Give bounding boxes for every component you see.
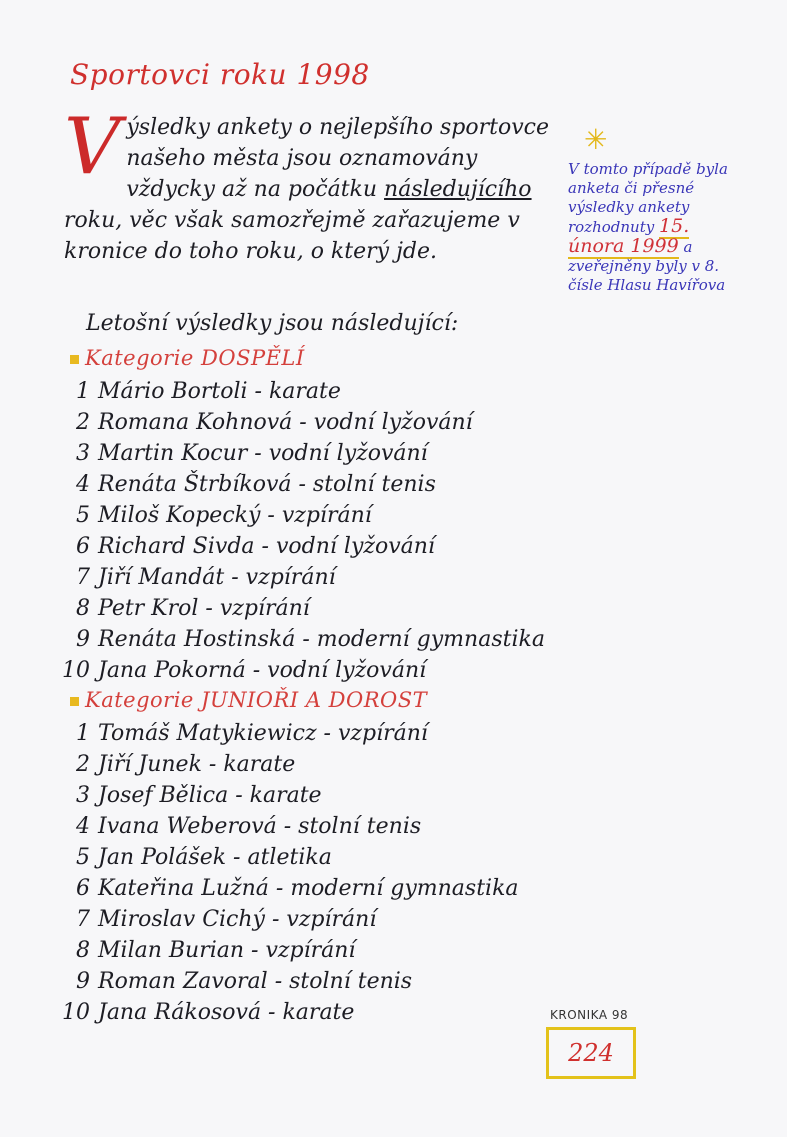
athlete-entry: Josef Bělica - karate [98, 783, 322, 808]
list-item [58, 811, 519, 842]
rank-number: 6 [76, 876, 90, 901]
page-number: 224 [568, 1039, 614, 1067]
square-bullet-icon [70, 355, 79, 364]
list-item [58, 966, 519, 997]
list-item [58, 376, 545, 407]
intro-paragraph [64, 102, 554, 267]
athlete-entry: Romana Kohnová - vodní lyžování [98, 410, 473, 435]
category-juniors-heading [70, 688, 427, 712]
athlete-entry: Ivana Weberová - stolní tenis [98, 814, 422, 839]
note-text-before: V tomto případě byla anketa či přesné výsledky ankety rozhodnuty [568, 160, 728, 236]
athlete-entry: Miloš Kopecký - vzpírání [98, 503, 372, 528]
list-item [58, 749, 519, 780]
athlete-entry: Tomáš Matykiewicz - vzpírání [98, 721, 428, 746]
rank-number: 2 [76, 752, 90, 777]
list-item [58, 718, 519, 749]
rank-number: 10 [62, 1000, 90, 1025]
athlete-entry: Jana Pokorná - vodní lyžování [98, 658, 427, 683]
list-item [58, 935, 519, 966]
note-date: 15. února 1999 [568, 215, 690, 257]
athlete-entry: Richard Sivda - vodní lyžování [98, 534, 435, 559]
rank-number: 4 [76, 814, 90, 839]
athlete-entry: Jana Rákosová - karate [98, 1000, 355, 1025]
athlete-entry: Roman Zavoral - stolní tenis [98, 969, 413, 994]
adults-ranking-list [58, 376, 545, 686]
list-item [58, 531, 545, 562]
rank-number: 1 [76, 379, 90, 404]
list-item [58, 500, 545, 531]
list-item [58, 842, 519, 873]
list-item [58, 780, 519, 811]
athlete-entry: Kateřina Lužná - moderní gymnastika [98, 876, 519, 901]
rank-number: 5 [76, 845, 90, 870]
page-number-box [546, 1027, 636, 1079]
athlete-entry: Renáta Štrbíková - stolní tenis [98, 472, 436, 497]
margin-note [568, 123, 743, 295]
athlete-entry: Renáta Hostinská - moderní gymnastika [98, 627, 545, 652]
chronicle-label: KRONIKA 98 [550, 1008, 629, 1022]
intro-underlined-word: následujícího [384, 177, 532, 202]
juniors-ranking-list [58, 718, 519, 1028]
dropcap-letter: V [64, 102, 121, 192]
rank-number: 7 [76, 565, 90, 590]
rank-number: 10 [62, 658, 90, 683]
list-item [58, 997, 519, 1028]
square-bullet-icon [70, 697, 79, 706]
rank-number: 3 [76, 441, 90, 466]
athlete-entry: Martin Kocur - vodní lyžování [98, 441, 428, 466]
list-item [58, 469, 545, 500]
rank-number: 1 [76, 721, 90, 746]
list-item [58, 438, 545, 469]
rank-number: 8 [76, 938, 90, 963]
list-item [58, 873, 519, 904]
athlete-entry: Milan Burian - vzpírání [98, 938, 356, 963]
rank-number: 2 [76, 410, 90, 435]
rank-number: 9 [76, 627, 90, 652]
athlete-entry: Jiří Mandát - vzpírání [98, 565, 336, 590]
rank-number: 4 [76, 472, 90, 497]
list-item [58, 904, 519, 935]
list-item [58, 562, 545, 593]
note-text-after: a zveřejněny byly v 8. čísle Hlasu Havířova [568, 238, 726, 294]
athlete-entry: Miroslav Cichý - vzpírání [98, 907, 377, 932]
intro-results-line: Letošní výsledky jsou následující: [86, 311, 459, 336]
asterisk-icon: ✳ [584, 123, 608, 156]
athlete-entry: Jiří Junek - karate [98, 752, 296, 777]
rank-number: 6 [76, 534, 90, 559]
athlete-entry: Mário Bortoli - karate [98, 379, 341, 404]
athlete-entry: Jan Polášek - atletika [98, 845, 332, 870]
category-adults-heading [70, 346, 305, 370]
rank-number: 3 [76, 783, 90, 808]
intro-text-after: roku, věc však samozřejmě zařazujeme v kronice do toho roku, o který jde. [64, 208, 520, 264]
rank-number: 8 [76, 596, 90, 621]
page-title: Sportovci roku 1998 [70, 58, 370, 91]
rank-number: 5 [76, 503, 90, 528]
list-item [58, 407, 545, 438]
rank-number: 7 [76, 907, 90, 932]
athlete-entry: Petr Krol - vzpírání [98, 596, 310, 621]
list-item [58, 624, 545, 655]
category-juniors-label: Kategorie JUNIOŘI A DOROST [85, 688, 428, 712]
intro-text-before: ýsledky ankety o nejlepšího sportovce našeho města jsou oznamovány vždycky až na počátku [126, 115, 549, 202]
rank-number: 9 [76, 969, 90, 994]
list-item [58, 655, 545, 686]
category-adults-label: Kategorie DOSPĚLÍ [85, 346, 305, 370]
list-item [58, 593, 545, 624]
